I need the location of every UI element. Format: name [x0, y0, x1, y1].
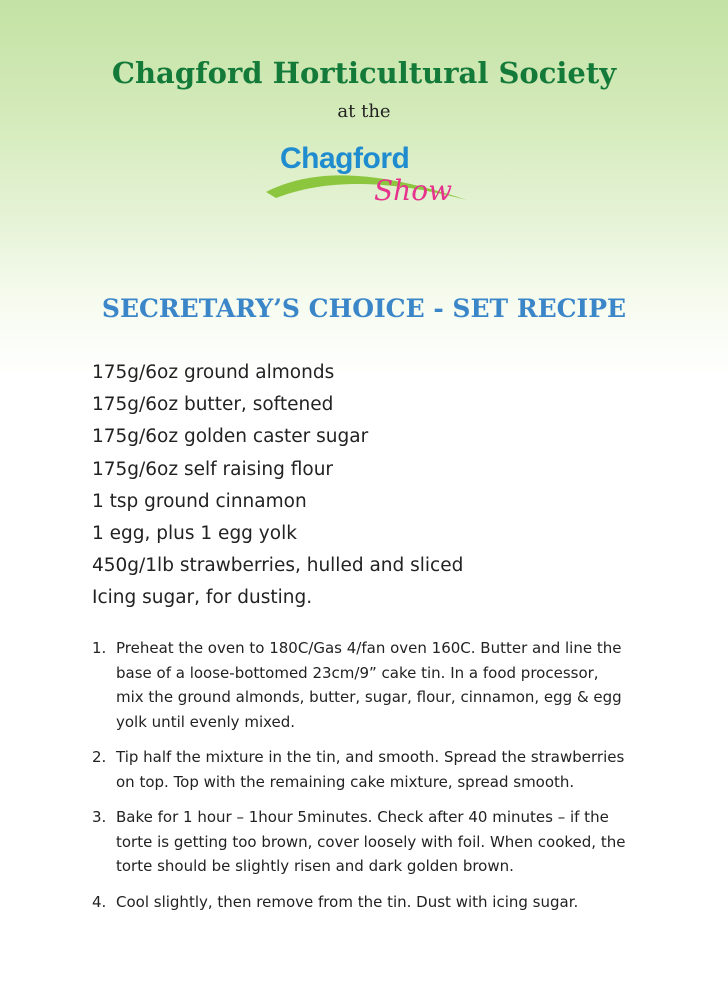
step-number: 4.: [92, 892, 107, 911]
ingredient-item: 450g/1lb strawberries, hulled and sliced: [92, 555, 464, 577]
ingredient-item: 175g/6oz self raising flour: [92, 458, 334, 480]
step-text: Preheat the oven to 180C/Gas 4/fan oven 160C. Butter and line the base of a loose-bottomed 23cm/9” cake tin. In a food processor, mix the ground almonds, butter, sugar, flour, cinnamon, egg & egg yolk until evenly mixed.: [116, 639, 622, 731]
chagford-show-logo: [262, 136, 472, 216]
step-text: Tip half the mixture in the tin, and smooth. Spread the strawberries on top. Top with the remaining cake mixture, spread smooth.: [116, 748, 625, 791]
step-text: Cool slightly, then remove from the tin. Dust with icing sugar.: [116, 892, 579, 911]
recipe-heading: SECRETARY’S CHOICE - SET RECIPE: [101, 294, 627, 323]
ingredient-item: 175g/6oz butter, softened: [92, 394, 334, 416]
method-step: [92, 805, 632, 879]
ingredients-list: [92, 357, 463, 615]
ingredient-item: Icing sugar, for dusting.: [92, 587, 313, 609]
ingredient-item: 175g/6oz ground almonds: [92, 362, 335, 383]
ingredient-item: 1 egg, plus 1 egg yolk: [92, 523, 297, 545]
method-step: [92, 890, 632, 915]
method-step: [92, 745, 632, 794]
method-steps: [92, 636, 632, 925]
logo-word-chagford: Chagford: [280, 142, 410, 175]
ingredient-item: 1 tsp ground cinnamon: [92, 490, 307, 512]
step-number: 3.: [92, 808, 107, 826]
ingredient-item: 175g/6oz golden caster sugar: [92, 426, 369, 448]
step-text: Bake for 1 hour – 1hour 5minutes. Check after 40 minutes – if the torte is getting too brown, cover loosely with foil. When cooked, the torte should be slightly risen and dark golden brown.: [116, 808, 626, 875]
step-number: 2.: [92, 748, 107, 766]
connector-text: at the: [337, 101, 391, 122]
method-step: [92, 636, 632, 734]
organization-title: Chagford Horticultural Society: [111, 56, 617, 90]
logo-word-show: Show: [374, 174, 453, 207]
step-number: 1.: [92, 639, 107, 657]
